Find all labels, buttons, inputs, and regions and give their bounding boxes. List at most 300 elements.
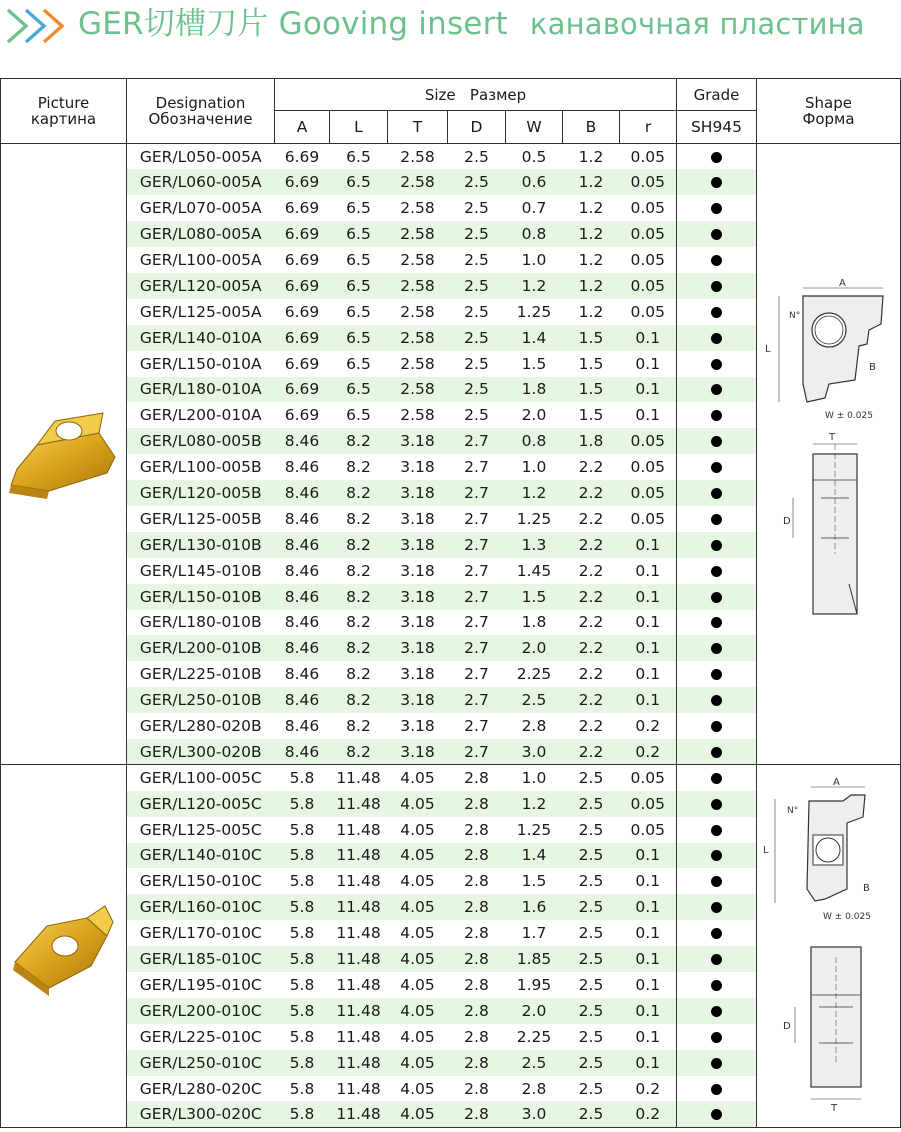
dim-cell: 0.7 [521,199,547,218]
dim-cell: 2.5 [563,1050,620,1076]
dim-cell: 2.58 [400,199,435,218]
col-dim-a: A [275,111,330,144]
dim-cell: 2.5 [578,975,604,994]
dim-cell: 5.8 [275,791,330,817]
col-shape-label-ru: Форма [802,110,855,128]
dim-cell: 2.58 [400,251,435,269]
dim-cell: 8.2 [330,584,388,610]
dim-cell: 0.1 [620,946,677,972]
dim-cell: 2.5 [464,147,489,166]
dim-cell: 2.0 [521,406,547,425]
dim-cell: 5.8 [275,998,330,1024]
grade-cell [677,998,757,1024]
dim-cell: 1.8 [563,428,620,454]
dim-cell: 2.7 [464,665,489,684]
dim-cell: 3.18 [388,480,448,506]
grade-cell [677,351,757,377]
dim-cell: 0.05 [620,169,677,195]
grade-cell [677,480,757,506]
availability-dot-icon [711,1058,722,1069]
grade-cell [677,454,757,480]
dim-cell: 2.5 [464,302,489,321]
designation-cell: GER/L100-005A [127,247,275,273]
grade-cell [677,1076,757,1102]
designation-cell: GER/L160-010C [127,894,275,920]
dim-cell: 2.5 [464,251,489,269]
availability-dot-icon [711,1032,722,1043]
shape-drawing-cell [757,765,901,1127]
dim-cell: 2.0 [506,635,563,661]
dim-cell: 0.2 [635,1079,661,1098]
dim-cell: 1.2 [506,480,563,506]
dim-cell: 8.2 [346,717,371,736]
designation-cell: GER/L150-010C [127,868,275,894]
grade-cell [677,1101,757,1127]
designation-cell: GER/L225-010B [127,661,275,687]
dim-cell: 2.25 [516,1027,552,1046]
dim-cell: 1.5 [578,354,604,373]
dim-cell: 0.8 [506,221,563,247]
availability-dot-icon [711,876,722,887]
dim-cell: 5.8 [289,975,315,994]
dim-cell: 11.48 [336,1027,381,1046]
availability-dot-icon [711,799,722,810]
dim-cell: 2.2 [578,509,604,528]
availability-dot-icon [711,566,722,577]
dim-cell: 2.5 [578,1079,604,1098]
dim-cell: 2.7 [448,739,506,765]
dim-cell: 4.05 [388,894,448,920]
dim-cell: 6.69 [284,147,320,166]
dim-cell: 1.2 [506,791,563,817]
dim-cell: 8.2 [346,561,371,580]
dim-cell: 0.8 [506,428,563,454]
dim-cell: 11.48 [330,1101,388,1127]
dim-cell: 1.5 [506,584,563,610]
dim-cell: 1.4 [506,325,563,351]
dim-cell: 0.05 [630,458,665,477]
designation-cell: GER/L200-010C [127,998,275,1024]
dim-cell: 4.05 [388,791,448,817]
designation-cell: GER/L080-005B [127,428,275,454]
dim-cell: 2.0 [506,998,563,1024]
dim-cell: 8.46 [284,458,320,477]
dim-cell: 0.2 [635,717,661,736]
dim-cell: 2.5 [563,1101,620,1127]
grade-cell [677,402,757,428]
dim-cell: 2.58 [388,377,448,403]
availability-dot-icon [711,462,722,473]
dim-cell: 2.58 [400,354,435,373]
dim-cell: 2.8 [448,894,506,920]
dim-cell: 0.6 [506,169,563,195]
dim-label-l: L [764,344,771,356]
insert-picture-cell [1,765,127,1127]
availability-dot-icon [711,177,722,188]
dim-cell: 0.1 [620,843,677,869]
dim-cell: 6.5 [330,169,388,195]
dim-cell: 4.05 [400,1027,435,1046]
dim-label-t: T [828,432,835,444]
dim-cell: 2.58 [388,169,448,195]
designation-cell: GER/L125-005C [127,817,275,843]
dim-cell: 0.2 [620,1101,677,1127]
col-picture-label-ru: картина [30,110,97,128]
dim-cell: 2.7 [464,613,489,632]
dim-cell: 5.8 [275,894,330,920]
col-designation [127,79,275,144]
dim-cell: 1.25 [516,509,552,528]
dim-cell: 8.2 [346,509,371,528]
dim-cell: 1.5 [578,406,604,425]
dim-cell: 1.3 [506,532,563,558]
dim-cell: 1.5 [563,377,620,403]
dim-cell: 0.1 [620,584,677,610]
dim-cell: 2.8 [464,1079,489,1098]
dim-cell: 2.2 [578,561,604,580]
availability-dot-icon [711,954,722,965]
col-grade: Grade [677,79,757,111]
dim-cell: 3.18 [400,458,435,477]
dim-cell: 0.1 [620,325,677,351]
dim-cell: 1.95 [516,975,552,994]
designation-cell: GER/L140-010A [127,325,275,351]
dim-cell: 2.5 [563,843,620,869]
dim-cell: 8.46 [275,739,330,765]
dim-cell: 3.0 [506,739,563,765]
dim-cell: 6.69 [284,354,320,373]
designation-cell: GER/L100-005C [127,765,275,791]
dim-cell: 1.8 [506,377,563,403]
designation-cell: GER/L130-010B [127,532,275,558]
title-main: GER切槽刀片 Gooving insert [78,6,508,42]
dim-cell: 2.58 [388,273,448,299]
dim-cell: 0.05 [620,273,677,299]
dim-cell: 11.48 [336,924,381,943]
dim-cell: 4.05 [400,924,435,943]
dim-cell: 2.2 [578,458,604,477]
dim-cell: 2.5 [578,872,604,891]
dim-cell: 1.2 [563,221,620,247]
availability-dot-icon [711,669,722,680]
dim-label-a: A [838,278,846,290]
grade-cell [677,894,757,920]
designation-cell: GER/L120-005C [127,791,275,817]
dim-cell: 3.18 [400,665,435,684]
dim-cell: 1.25 [516,302,552,321]
dim-cell: 0.05 [620,428,677,454]
dim-cell: 2.5 [563,998,620,1024]
availability-dot-icon [711,747,722,758]
col-picture-label: Picture [37,94,90,112]
availability-dot-icon [711,488,722,499]
dim-cell: 5.8 [289,1027,315,1046]
availability-dot-icon [711,307,722,318]
dim-cell: 2.7 [464,458,489,477]
dim-cell: 2.5 [578,924,604,943]
dim-cell: 2.8 [448,998,506,1024]
dim-cell: 5.8 [275,843,330,869]
dim-cell: 6.69 [275,325,330,351]
dim-label-b: B [868,362,876,374]
title-ru: канавочная пластина [529,7,865,41]
dim-cell: 0.1 [620,687,677,713]
dim-cell: 2.58 [400,147,435,166]
dim-cell: 2.5 [464,199,489,218]
dim-cell: 11.48 [336,820,381,839]
designation-cell: GER/L080-005A [127,221,275,247]
col-dim-t: T [388,111,448,144]
dim-cell: 0.05 [620,480,677,506]
dim-cell: 2.2 [563,532,620,558]
dim-cell: 3.18 [388,428,448,454]
availability-dot-icon [711,592,722,603]
dim-cell: 1.2 [578,199,604,218]
dim-cell: 8.46 [284,561,320,580]
dim-cell: 2.2 [563,635,620,661]
dim-cell: 6.5 [330,273,388,299]
availability-dot-icon [711,514,722,525]
dim-cell: 6.69 [284,302,320,321]
dim-cell: 0.05 [630,302,665,321]
grade-cell [677,739,757,765]
dim-cell: 0.05 [630,820,665,839]
dim-cell: 4.05 [400,872,435,891]
dim-cell: 1.5 [521,354,547,373]
dim-cell: 2.7 [448,635,506,661]
dim-cell: 2.7 [448,584,506,610]
availability-dot-icon [711,281,722,292]
dim-cell: 0.1 [635,924,661,943]
grade-cell [677,713,757,739]
dim-cell: 8.2 [346,613,371,632]
availability-dot-icon [711,359,722,370]
dim-cell: 2.7 [464,561,489,580]
grade-cell [677,610,757,636]
dim-cell: 2.2 [563,480,620,506]
dim-cell: 2.8 [448,1050,506,1076]
grade-cell [677,584,757,610]
dim-cell: 8.46 [284,509,320,528]
insert-photo-ab [3,399,125,509]
dim-cell: 8.46 [284,613,320,632]
grade-cell [677,843,757,869]
col-designation-label: Designation [155,94,246,112]
availability-dot-icon [711,721,722,732]
dim-cell: 3.18 [388,532,448,558]
shape-drawing-ab [759,278,899,624]
dim-label-b: B [862,883,870,895]
designation-cell: GER/L280-020B [127,713,275,739]
dim-cell: 6.5 [346,354,371,373]
dim-cell: 6.5 [330,221,388,247]
dim-cell: 4.05 [388,843,448,869]
availability-dot-icon [711,255,722,266]
dim-cell: 8.2 [346,665,371,684]
dim-cell: 2.8 [448,843,506,869]
availability-dot-icon [711,980,722,991]
dim-cell: 2.2 [563,739,620,765]
availability-dot-icon [711,825,722,836]
dim-cell: 8.46 [275,635,330,661]
dim-cell: 2.8 [464,769,489,788]
grade-cell [677,299,757,325]
dim-cell: 2.8 [464,872,489,891]
dim-cell: 11.48 [336,872,381,891]
dim-cell: 11.48 [330,946,388,972]
availability-dot-icon [711,229,722,240]
grade-cell [677,195,757,221]
dim-cell: 5.8 [289,820,315,839]
dim-cell: 2.5 [448,273,506,299]
grade-cell [677,1024,757,1050]
dim-cell: 0.05 [620,221,677,247]
dim-cell: 8.46 [275,480,330,506]
dim-cell: 6.69 [284,406,320,425]
designation-cell: GER/L150-010B [127,584,275,610]
dim-cell: 0.05 [620,791,677,817]
dim-cell: 5.8 [289,769,315,788]
dim-cell: 2.5 [563,946,620,972]
col-size: Size Размер [275,79,677,111]
dim-cell: 2.5 [563,894,620,920]
dim-cell: 4.05 [400,1079,435,1098]
col-dim-b: B [563,111,620,144]
dim-cell: 0.1 [620,1050,677,1076]
dim-cell: 2.8 [464,924,489,943]
dim-cell: 1.25 [516,820,552,839]
dim-cell: 8.2 [330,532,388,558]
grade-cell [677,661,757,687]
page-header [0,0,900,50]
dim-cell: 0.1 [635,613,661,632]
dim-cell: 2.58 [388,221,448,247]
dim-cell: 2.5 [448,169,506,195]
availability-dot-icon [711,384,722,395]
grade-cell [677,558,757,584]
availability-dot-icon [711,152,722,163]
grade-cell [677,273,757,299]
chevrons-icon [4,4,74,48]
dim-label-a: A [832,777,840,789]
dim-cell: 0.05 [630,509,665,528]
dim-cell: 6.69 [275,377,330,403]
tolerance-label: W ± 0.025 [822,912,871,923]
grade-cell [677,817,757,843]
designation-cell: GER/L050-005A [127,144,275,170]
designation-cell: GER/L225-010C [127,1024,275,1050]
dim-cell: 2.5 [563,791,620,817]
availability-dot-icon [711,333,722,344]
dim-cell: 2.8 [448,1101,506,1127]
dim-cell: 2.58 [388,325,448,351]
insert-picture-cell [1,144,127,765]
table-row [1,765,901,791]
dim-cell: 6.5 [346,199,371,218]
availability-dot-icon [711,902,722,913]
dim-cell: 1.0 [521,251,547,269]
dim-cell: 0.1 [635,975,661,994]
designation-cell: GER/L250-010C [127,1050,275,1076]
col-grade-code: SH945 [677,111,757,144]
dim-cell: 2.7 [448,428,506,454]
dim-cell: 0.1 [620,532,677,558]
dim-cell: 8.2 [330,480,388,506]
dim-cell: 0.1 [635,406,661,425]
dim-cell: 11.48 [330,791,388,817]
designation-cell: GER/L140-010C [127,843,275,869]
col-picture [1,79,127,144]
dim-cell: 0.05 [630,147,665,166]
dim-cell: 3.18 [400,561,435,580]
grade-cell [677,920,757,946]
dim-cell: 3.18 [388,687,448,713]
dim-label-l: L [762,845,769,857]
col-dim-w: W [506,111,563,144]
col-dim-l: L [330,111,388,144]
dim-cell: 0.2 [620,739,677,765]
dim-cell: 1.7 [521,924,547,943]
dim-cell: 8.46 [275,584,330,610]
spec-table [0,78,901,1128]
dim-cell: 6.5 [330,377,388,403]
dim-cell: 2.8 [464,1027,489,1046]
availability-dot-icon [711,203,722,214]
page-title [78,4,865,44]
dim-cell: 4.05 [388,1050,448,1076]
designation-cell: GER/L060-005A [127,169,275,195]
dim-cell: 6.5 [346,251,371,269]
table-row [1,144,901,170]
dim-cell: 1.0 [521,458,547,477]
dim-cell: 6.69 [284,251,320,269]
dim-cell: 8.46 [275,532,330,558]
designation-cell: GER/L125-005A [127,299,275,325]
dim-label-t: T [830,1103,837,1115]
dim-cell: 4.05 [388,998,448,1024]
dim-cell: 0.1 [635,665,661,684]
grade-cell [677,635,757,661]
dim-cell: 8.46 [284,665,320,684]
dim-cell: 5.8 [289,924,315,943]
insert-photo-c [9,896,119,996]
dim-cell: 2.8 [448,946,506,972]
dim-cell: 0.1 [635,872,661,891]
dim-cell: 3.18 [388,635,448,661]
grade-cell [677,946,757,972]
availability-dot-icon [711,695,722,706]
dim-cell: 1.0 [521,769,547,788]
grade-cell [677,247,757,273]
designation-cell: GER/L195-010C [127,972,275,998]
dim-cell: 1.8 [521,613,547,632]
dim-cell: 2.58 [400,406,435,425]
shape-drawing-cell [757,144,901,765]
availability-dot-icon [711,436,722,447]
dim-cell: 2.8 [521,717,547,736]
dim-cell: 1.5 [521,872,547,891]
dim-cell: 1.2 [563,273,620,299]
dim-cell: 2.7 [464,717,489,736]
dim-cell: 1.5 [563,325,620,351]
designation-cell: GER/L280-020C [127,1076,275,1102]
availability-dot-icon [711,928,722,939]
shape-drawing-c [759,777,899,1115]
col-designation-label-ru: Обозначение [148,110,253,128]
dim-cell: 4.05 [400,769,435,788]
dim-cell: 2.5 [578,769,604,788]
availability-dot-icon [711,1084,722,1095]
